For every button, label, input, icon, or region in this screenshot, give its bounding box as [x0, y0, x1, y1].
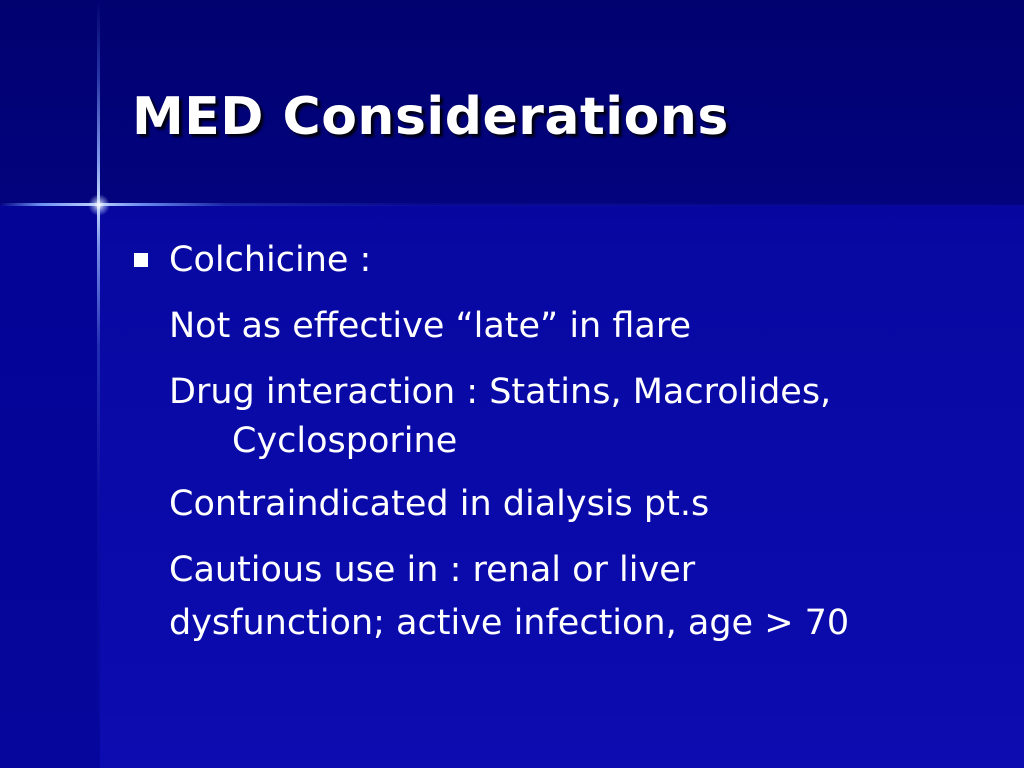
slide-title: MED Considerations [132, 87, 729, 147]
sub-item-contraindication [132, 476, 992, 532]
bullet-label: Colchicine : [169, 240, 372, 280]
sub-item-text: Drug interaction : Statins, Macrolides, [169, 372, 832, 412]
sub-item-drug-interaction [132, 364, 992, 466]
sub-item-text: Not as effective “late” in flare [169, 306, 691, 346]
horizontal-accent-line [0, 203, 1024, 206]
sparkle-icon [88, 194, 110, 216]
sub-item-text: Contraindicated in dialysis pt.s [169, 484, 710, 524]
vertical-accent-line [97, 0, 100, 768]
sub-item-text: Cautious use in : renal or liver [169, 550, 696, 590]
bullet-item [132, 232, 992, 288]
sub-item-effectiveness [132, 298, 992, 354]
slide-content [132, 232, 992, 648]
sub-item-text-continued: dysfunction; active infection, age > 70 [169, 603, 850, 643]
square-bullet-icon [134, 253, 148, 267]
left-band [0, 205, 100, 768]
sub-item-caution [132, 542, 992, 648]
sub-item-text-continued: Cyclosporine [232, 421, 458, 461]
